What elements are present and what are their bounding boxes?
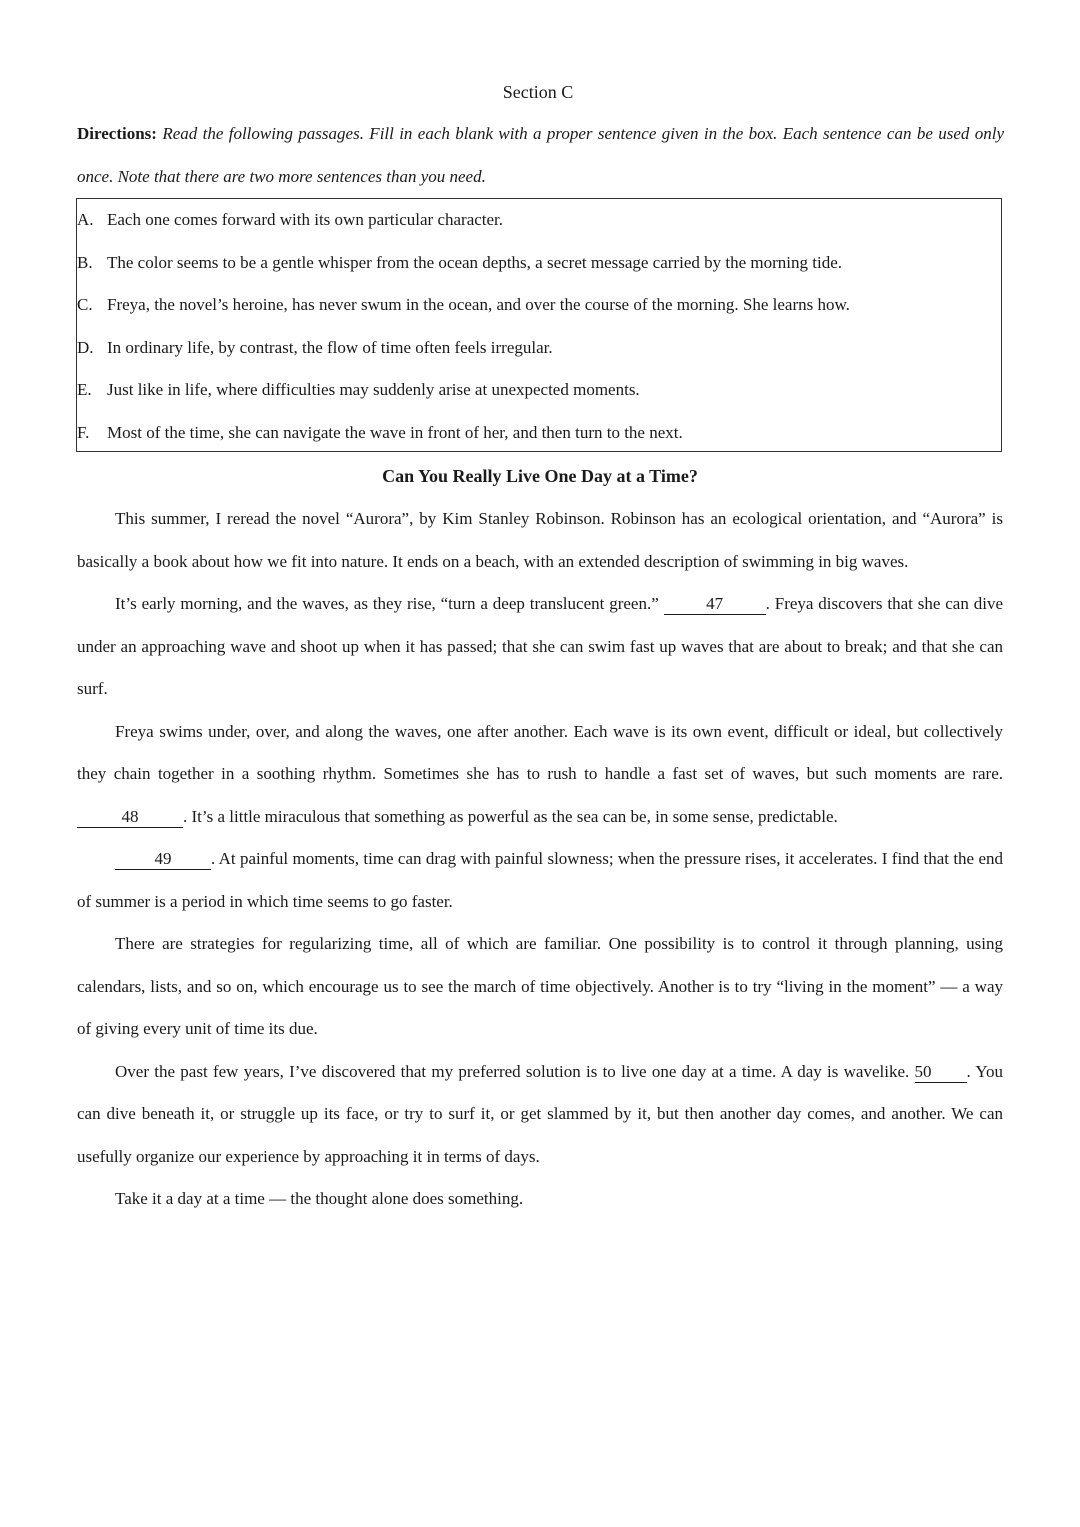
option-e: [77, 369, 1001, 412]
blank-47[interactable]: 47: [664, 594, 766, 615]
options-box: [76, 198, 1002, 452]
paragraph-2-before: It’s early morning, and the waves, as they rise, “turn a deep translucent green.”: [115, 594, 664, 613]
paragraph-7: Take it a day at a time — the thought alone does something.: [115, 1189, 524, 1208]
article-title: Can You Really Live One Day at a Time?: [382, 466, 698, 486]
paragraph-3: [77, 711, 1003, 839]
option-text: Most of the time, she can navigate the wave in front of her, and then turn to the next.: [107, 422, 683, 442]
option-letter: B.: [77, 252, 93, 272]
paragraph-4: [77, 838, 1003, 923]
option-letter: E.: [77, 380, 92, 399]
paragraph-6: [77, 1051, 1003, 1179]
option-letter: A.: [77, 210, 94, 229]
option-b: [77, 242, 1001, 285]
blank-48[interactable]: 48: [77, 807, 183, 828]
blank-49[interactable]: 49: [115, 849, 211, 870]
option-letter: C.: [77, 295, 93, 314]
article-body: [77, 498, 1003, 1221]
option-text: Freya, the novel’s heroine, has never swum in the ocean, and over the course of the morning. She learns how.: [107, 295, 850, 314]
option-a: [77, 199, 1001, 242]
paragraph-2-after: . Freya discovers that she can dive under an approaching wave and shoot up when it has passed; that she can swim fast up waves that are about to break; and that she can surf.: [77, 594, 1003, 698]
option-letter: D.: [77, 337, 94, 357]
option-letter: F.: [77, 422, 90, 442]
paragraph-1: This summer, I reread the novel “Aurora”, by Kim Stanley Robinson. Robinson has an ecological orientation, and “Aurora” is basically a book about how we fit into nature. It ends on a beach, with an extended description of swimming in big waves.: [77, 509, 1003, 571]
paragraph-3-before: Freya swims under, over, and along the waves, one after another. Each wave is its own event, difficult or ideal, but collectively they chain together in a soothing rhythm. Sometimes she has to rush to handle a fast set of waves, but such moments are rare.: [77, 721, 1003, 783]
blank-50[interactable]: 50: [915, 1062, 967, 1083]
section-title: Section C: [502, 82, 574, 102]
option-text: The color seems to be a gentle whisper from the ocean depths, a secret message carried by the morning tide.: [107, 252, 842, 272]
paragraph-2: [77, 583, 1003, 711]
directions: [77, 113, 1004, 198]
paragraph-3-after: . It’s a little miraculous that something as powerful as the sea can be, in some sense, predictable.: [183, 806, 838, 826]
option-text: In ordinary life, by contrast, the flow of time often feels irregular.: [107, 337, 553, 357]
paragraph-6-before: Over the past few years, I’ve discovered that my preferred solution is to live one day at a time. A day is wavelike.: [115, 1061, 910, 1081]
paragraph-6-after: . You can dive beneath it, or struggle up its face, or try to surf it, or get slammed by it, but then another day comes, and another. We can usefully organize our experience by approaching it in terms of days.: [77, 1061, 1004, 1166]
option-text: Just like in life, where difficulties may suddenly arise at unexpected moments.: [107, 380, 640, 399]
options-list: [77, 199, 1001, 454]
directions-label: Directions:: [77, 124, 157, 143]
option-f: [77, 412, 1001, 455]
directions-text: Read the following passages. Fill in each blank with a proper sentence given in the box. Each sentence can be used only once. Note that there are two more sentences than you need.: [77, 124, 1005, 186]
option-text: Each one comes forward with its own particular character.: [107, 210, 504, 229]
option-c: [77, 284, 1001, 327]
paragraph-4-after: . At painful moments, time can drag with painful slowness; when the pressure rises, it accelerates. I find that the end of summer is a period in which time seems to go faster.: [77, 849, 1003, 911]
paragraph-5: There are strategies for regularizing time, all of which are familiar. One possibility is to control it through planning, using calendars, lists, and so on, which encourage us to see the march of time objectively. Another is to try “living in the moment” — a way of giving every unit of time its due.: [77, 934, 1003, 1038]
option-d: [77, 327, 1001, 370]
